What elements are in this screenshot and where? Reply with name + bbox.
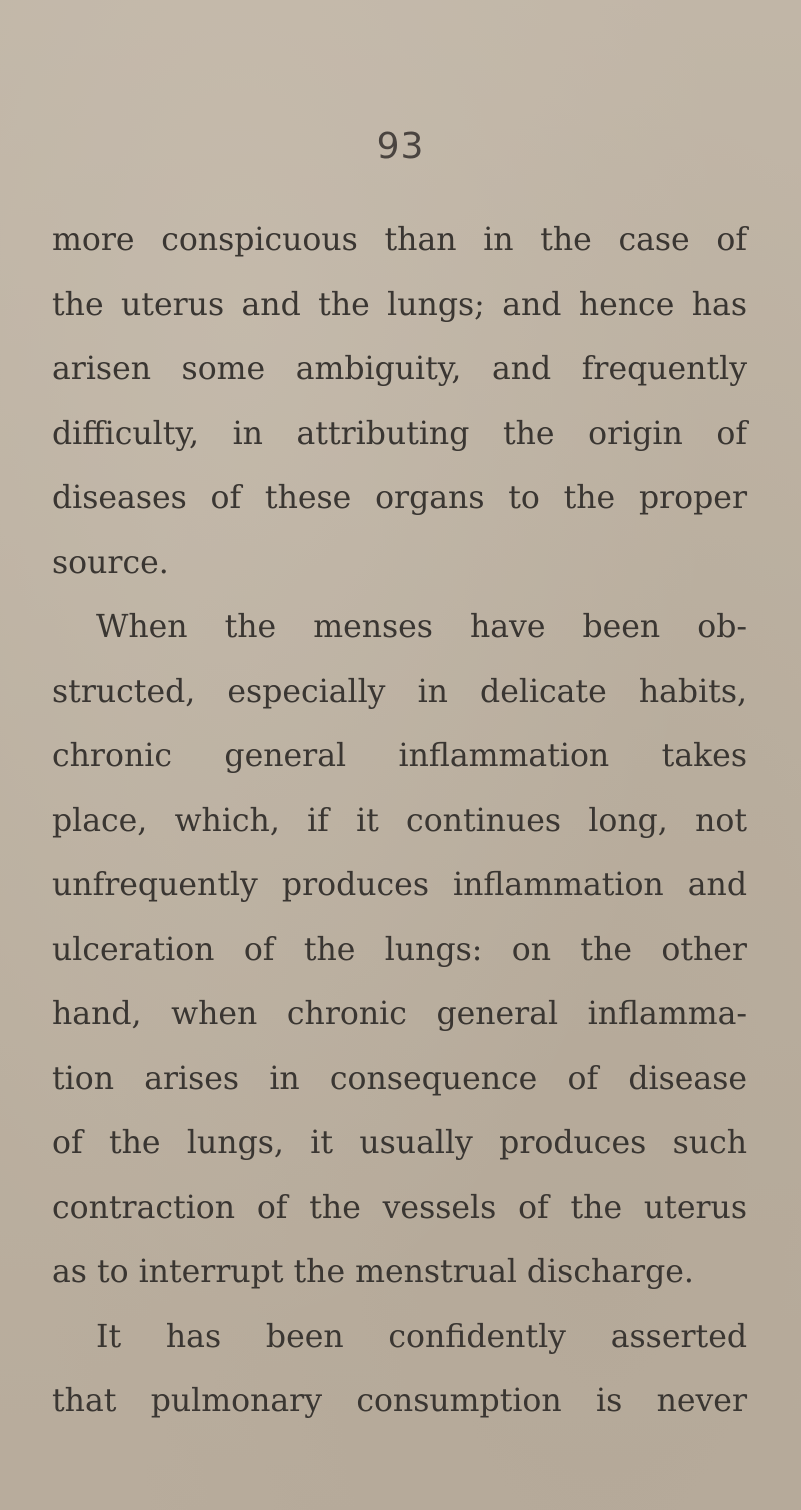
text-line: chronic general inflammation takes — [52, 738, 747, 774]
text-line: of the lungs, it usually produces such — [52, 1125, 747, 1161]
text-line: hand, when chronic general inflamma- — [52, 996, 747, 1032]
text-line: unfrequently produces inflammation and — [52, 867, 747, 903]
paragraph-start-line: When the menses have been ob- — [96, 609, 747, 645]
text-line: more conspicuous than in the case of — [52, 222, 747, 258]
text-line: that pulmonary consumption is never — [52, 1383, 747, 1419]
text-line: contraction of the vessels of the uterus — [52, 1189, 747, 1226]
text-line: difficulty, in attributing the origin of — [52, 415, 747, 452]
text-line: as to interrupt the menstrual discharge. — [52, 1254, 694, 1290]
text-line: tion arises in consequence of disease — [52, 1060, 747, 1097]
paragraph-start-line: It has been confidently asserted — [96, 1318, 747, 1355]
page-number: 93 — [376, 126, 425, 167]
text-line: arisen some ambiguity, and frequently — [52, 351, 747, 387]
body-text — [52, 208, 747, 1434]
text-line: diseases of these organs to the proper — [52, 480, 747, 516]
text-line: place, which, if it continues long, not — [52, 802, 747, 839]
text-line: structed, especially in delicate habits, — [52, 673, 747, 710]
text-line: the uterus and the lungs; and hence has — [52, 286, 747, 323]
text-line: ulceration of the lungs: on the other — [52, 931, 747, 968]
text-line: source. — [52, 544, 169, 581]
